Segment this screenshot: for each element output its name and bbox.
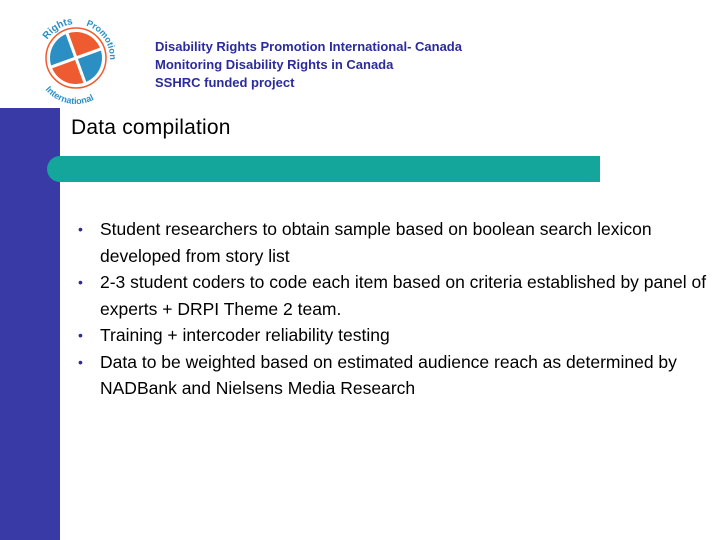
bullet-text: Student researchers to obtain sample based on boolean search lexicon developed from story list (100, 219, 652, 266)
logo-text-promotion: Promotion (85, 17, 119, 60)
header-line-3: SSHRC funded project (155, 75, 295, 90)
bullet-text: Data to be weighted based on estimated audience reach as determined by NADBank and Nielsens Media Research (100, 351, 677, 398)
header-block (155, 38, 462, 92)
bullet-item (78, 322, 708, 349)
bullet-text: 2-3 student coders to code each item based on criteria established by panel of experts + DRPI Theme 2 team. (100, 272, 707, 319)
logo-text-international: International (43, 84, 96, 104)
bullet-item (78, 216, 708, 269)
header-line-2: Monitoring Disability Rights in Canada (155, 57, 394, 72)
drpi-logo-graphic (20, 8, 132, 104)
header-line-1: Disability Rights Promotion International- Canada (155, 39, 462, 54)
bullet-marker: • (78, 327, 83, 343)
bullet-marker: • (78, 274, 83, 290)
bullet-item (78, 269, 708, 322)
bullet-marker: • (78, 353, 83, 370)
bullet-marker: • (78, 221, 83, 237)
logo-text-rights: Rights (40, 16, 74, 42)
title-underline-bar (47, 156, 600, 182)
slide-title: Data compilation (71, 116, 231, 139)
bullet-item (78, 349, 708, 402)
drpi-logo (20, 8, 132, 104)
bullet-text: Training + intercoder reliability testing (100, 325, 390, 345)
bullet-list (78, 216, 708, 402)
